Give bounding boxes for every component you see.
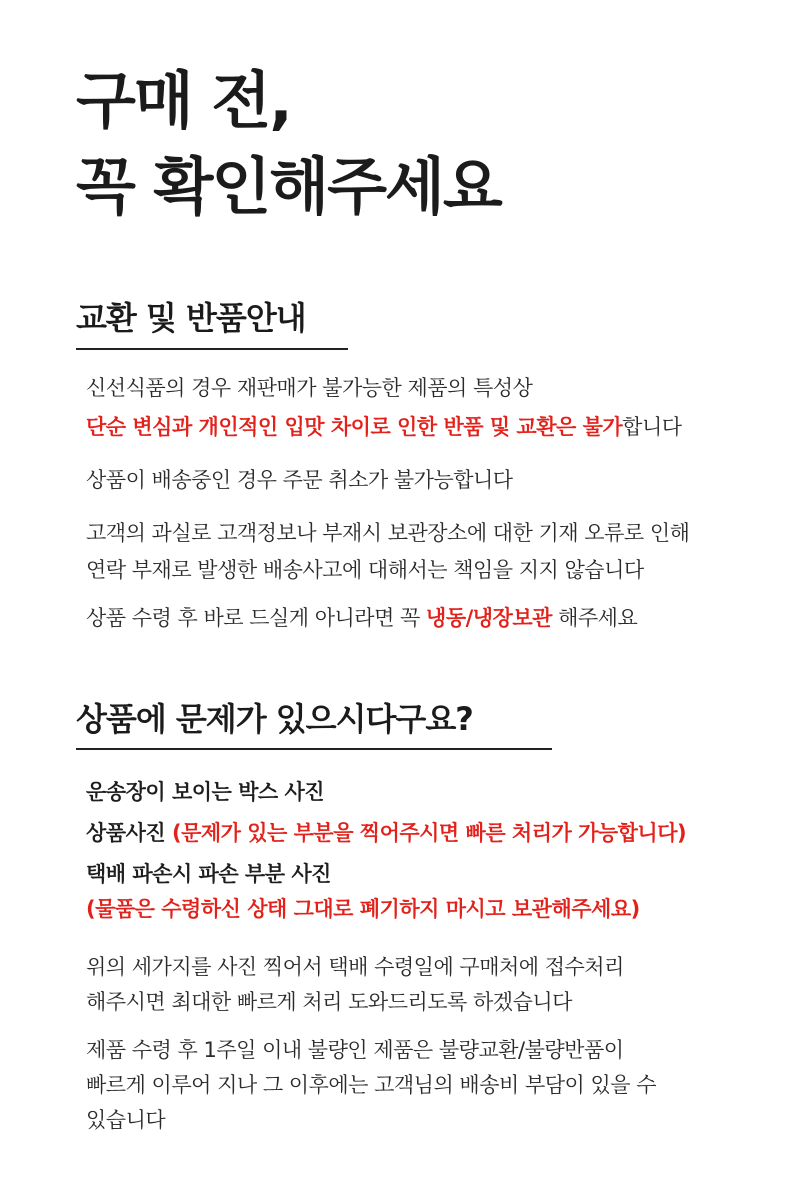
title-line-1: 구매 전, — [76, 64, 291, 137]
section-title-product-issue: 상품에 문제가 있으시다구요? — [76, 700, 473, 738]
notice-line — [86, 602, 637, 634]
notice-line — [86, 411, 682, 443]
highlight-text: (물품은 수령하신 상태 그대로 폐기하지 마시고 보관해주세요) — [86, 897, 640, 921]
notice-line: 신선식품의 경우 재판매가 불가능한 제품의 특성상 — [86, 376, 533, 400]
title-line-2: 꼭 확인해주세요 — [76, 150, 501, 223]
notice-line: 제품 수령 후 1주일 이내 불량인 제품은 불량교환/불량반품이 — [86, 1038, 624, 1062]
highlight-text: 단순 변심과 개인적인 입맛 차이로 인한 반품 및 교환은 불가 — [86, 415, 623, 439]
required-photo-item: 운송장이 보이는 박스 사진 — [86, 780, 325, 804]
notice-line: 고객의 과실로 고객정보나 부재시 보관장소에 대한 기재 오류로 인해 — [86, 521, 690, 545]
required-photo-item: 택배 파손시 파손 부분 사진 — [86, 862, 331, 886]
notice-line: 있습니다 — [86, 1108, 166, 1132]
notice-text: 상품 수령 후 바로 드실게 아니라면 꼭 — [86, 606, 427, 630]
notice-line: 상품이 배송중인 경우 주문 취소가 불가능합니다 — [86, 468, 513, 492]
highlight-text: 냉동/냉장보관 — [426, 606, 552, 630]
notice-text: 합니다 — [622, 415, 682, 439]
notice-line: 위의 세가지를 사진 찍어서 택배 수령일에 구매처에 접수처리 — [86, 955, 624, 979]
section-title-exchange-return: 교환 및 반품안내 — [76, 299, 306, 337]
notice-line: 해주시면 최대한 빠르게 처리 도와드리도록 하겠습니다 — [86, 990, 572, 1014]
required-photo-note — [86, 893, 640, 925]
page-title — [76, 58, 776, 230]
required-photo-item — [86, 817, 686, 849]
section-divider — [76, 748, 552, 750]
item-label: 상품사진 — [86, 821, 172, 845]
notice-line: 빠르게 이루어 지나 그 이후에는 고객님의 배송비 부담이 있을 수 — [86, 1073, 657, 1097]
notice-text: 해주세요 — [551, 606, 638, 630]
section-divider — [76, 348, 348, 350]
notice-line: 연락 부재로 발생한 배송사고에 대해서는 책임을 지지 않습니다 — [86, 558, 644, 582]
highlight-text: (문제가 있는 부분을 찍어주시면 빠른 처리가 가능합니다) — [171, 821, 687, 845]
